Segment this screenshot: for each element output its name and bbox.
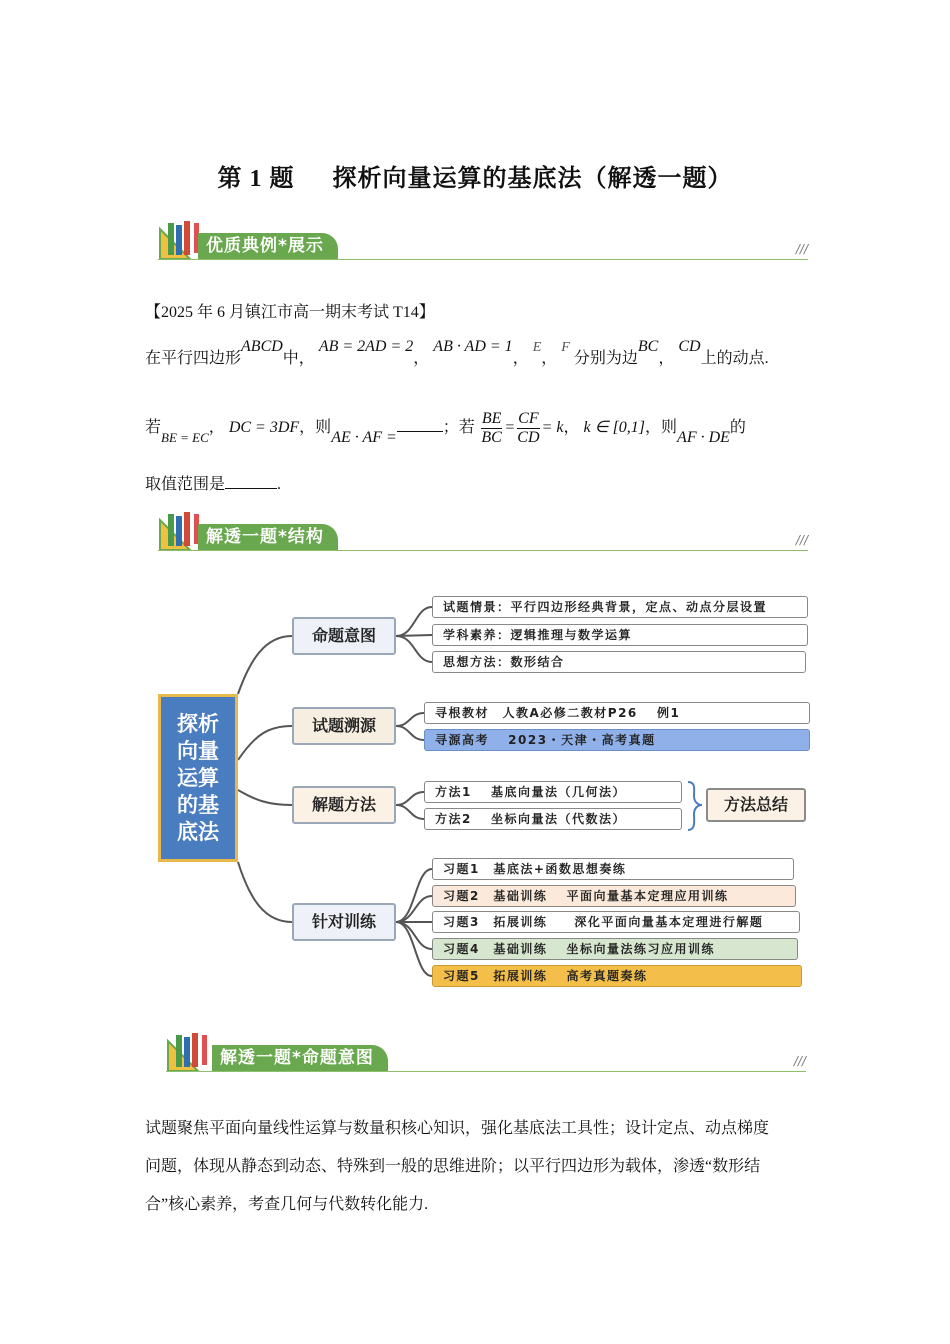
text: ， [512,350,529,367]
exercise-item: 习题2 基础训练 平面向量基本定理应用训练 [432,885,796,907]
math-eq1: AB = 2AD = 2 [318,338,414,355]
exercise-item: 习题5 拓展训练 高考真题奏练 [432,965,802,987]
question-title: 探析向量运算的基底法（解透一题） [332,166,733,192]
math-cd: CD [678,338,701,355]
math-eq2: AB · AD = 1 [433,338,513,355]
text: ， [563,419,580,437]
intent-item: 思想方法：数形结合 [432,651,806,673]
exercise-item: 习题3 拓展训练 深化平面向量基本定理进行解题 [432,911,800,933]
frac-num: CF [518,410,539,427]
text: ， [658,350,675,367]
math-e: E [532,340,542,355]
section-title: 解透一题*结构 [198,524,338,550]
ruler-pencil-icon [166,1033,212,1073]
frac-num: BE [481,410,502,427]
math-bc: BC [637,338,659,355]
brace [688,782,702,830]
text: . [277,476,282,493]
math-abcd: ABCD [241,338,283,355]
exercise-item: 习题1 基底法+函数思想奏练 [432,858,794,880]
trace-item: 寻根教材 人教A必修二教材P26 例1 [424,702,810,724]
mindmap-root [158,694,238,862]
root-line: 运算 [177,766,219,790]
exercise-item: 习题4 基础训练 坐标向量法练习应用训练 [432,938,798,960]
math-k: = k [541,419,564,437]
section-title: 优质典例*展示 [198,233,338,259]
method-summary: 方法总结 [706,788,806,822]
text: 取值范围是 [145,476,226,493]
text: 在平行四边形 [145,350,242,367]
text: ， [208,419,225,437]
text: 分别为边 [573,350,638,367]
intent-line: 问题，体现从静态到动态、特殊到一般的思维进阶；以平行四边形为载体，渗透“数形结 [145,1158,761,1175]
section-title: 解透一题*命题意图 [212,1045,388,1071]
frac-den: BC [481,429,502,446]
text: ，则 [645,419,678,437]
decor-slash: /// [793,1054,806,1068]
root-line: 底法 [177,820,219,844]
branch-intent: 命题意图 [292,617,396,655]
trace-item: 寻源高考 2023・天津・高考真题 [424,729,810,751]
frac-den: CD [517,429,540,446]
math-eq: = [504,419,516,437]
root-line: 探析 [177,712,219,736]
text: ，则 [299,419,332,437]
section-banner-intent [166,1032,806,1080]
text: 中， [282,350,315,367]
branch-training: 针对训练 [292,903,396,941]
decor-slash: /// [795,533,808,547]
decor-slash: /// [795,242,808,256]
question-number: 第 1 题 [217,166,295,192]
text: ， [541,350,558,367]
branch-methods: 解题方法 [292,786,396,824]
method-item: 方法2 坐标向量法（代数法） [424,808,682,830]
text: 的 [729,419,746,437]
math-f: F [561,340,570,355]
math-cond1: BE = EC [161,430,209,446]
text: 上的动点. [700,350,769,367]
intent-paragraph [145,1110,769,1224]
math-cond2: DC = 3DF [228,419,300,437]
text: 若 [145,419,162,437]
root-line: 的基 [177,793,219,817]
root-line: 向量 [177,739,219,763]
math-range: k ∈ [0,1] [583,419,646,437]
intent-item: 学科素养：逻辑推理与数学运算 [432,624,808,646]
branch-trace: 试题溯源 [292,707,396,745]
math-expr2: AF · DE [677,429,730,447]
intent-line: 试题聚焦平面向量线性运算与数量积核心知识，强化基底法工具性；设计定点、动点梯度 [145,1120,770,1137]
intent-item: 试题情景：平行四边形经典背景，定点、动点分层设置 [432,596,808,618]
problem-source: 【2025 年 6 月镇江市高一期末考试 T14】 [145,304,435,321]
text: ， [413,350,430,367]
text: ；若 [442,419,475,437]
math-expr1: AE · AF = [331,429,397,447]
intent-line: 合”核心素养，考查几何与代数转化能力. [145,1196,429,1213]
method-item: 方法1 基底向量法（几何法） [424,781,682,803]
